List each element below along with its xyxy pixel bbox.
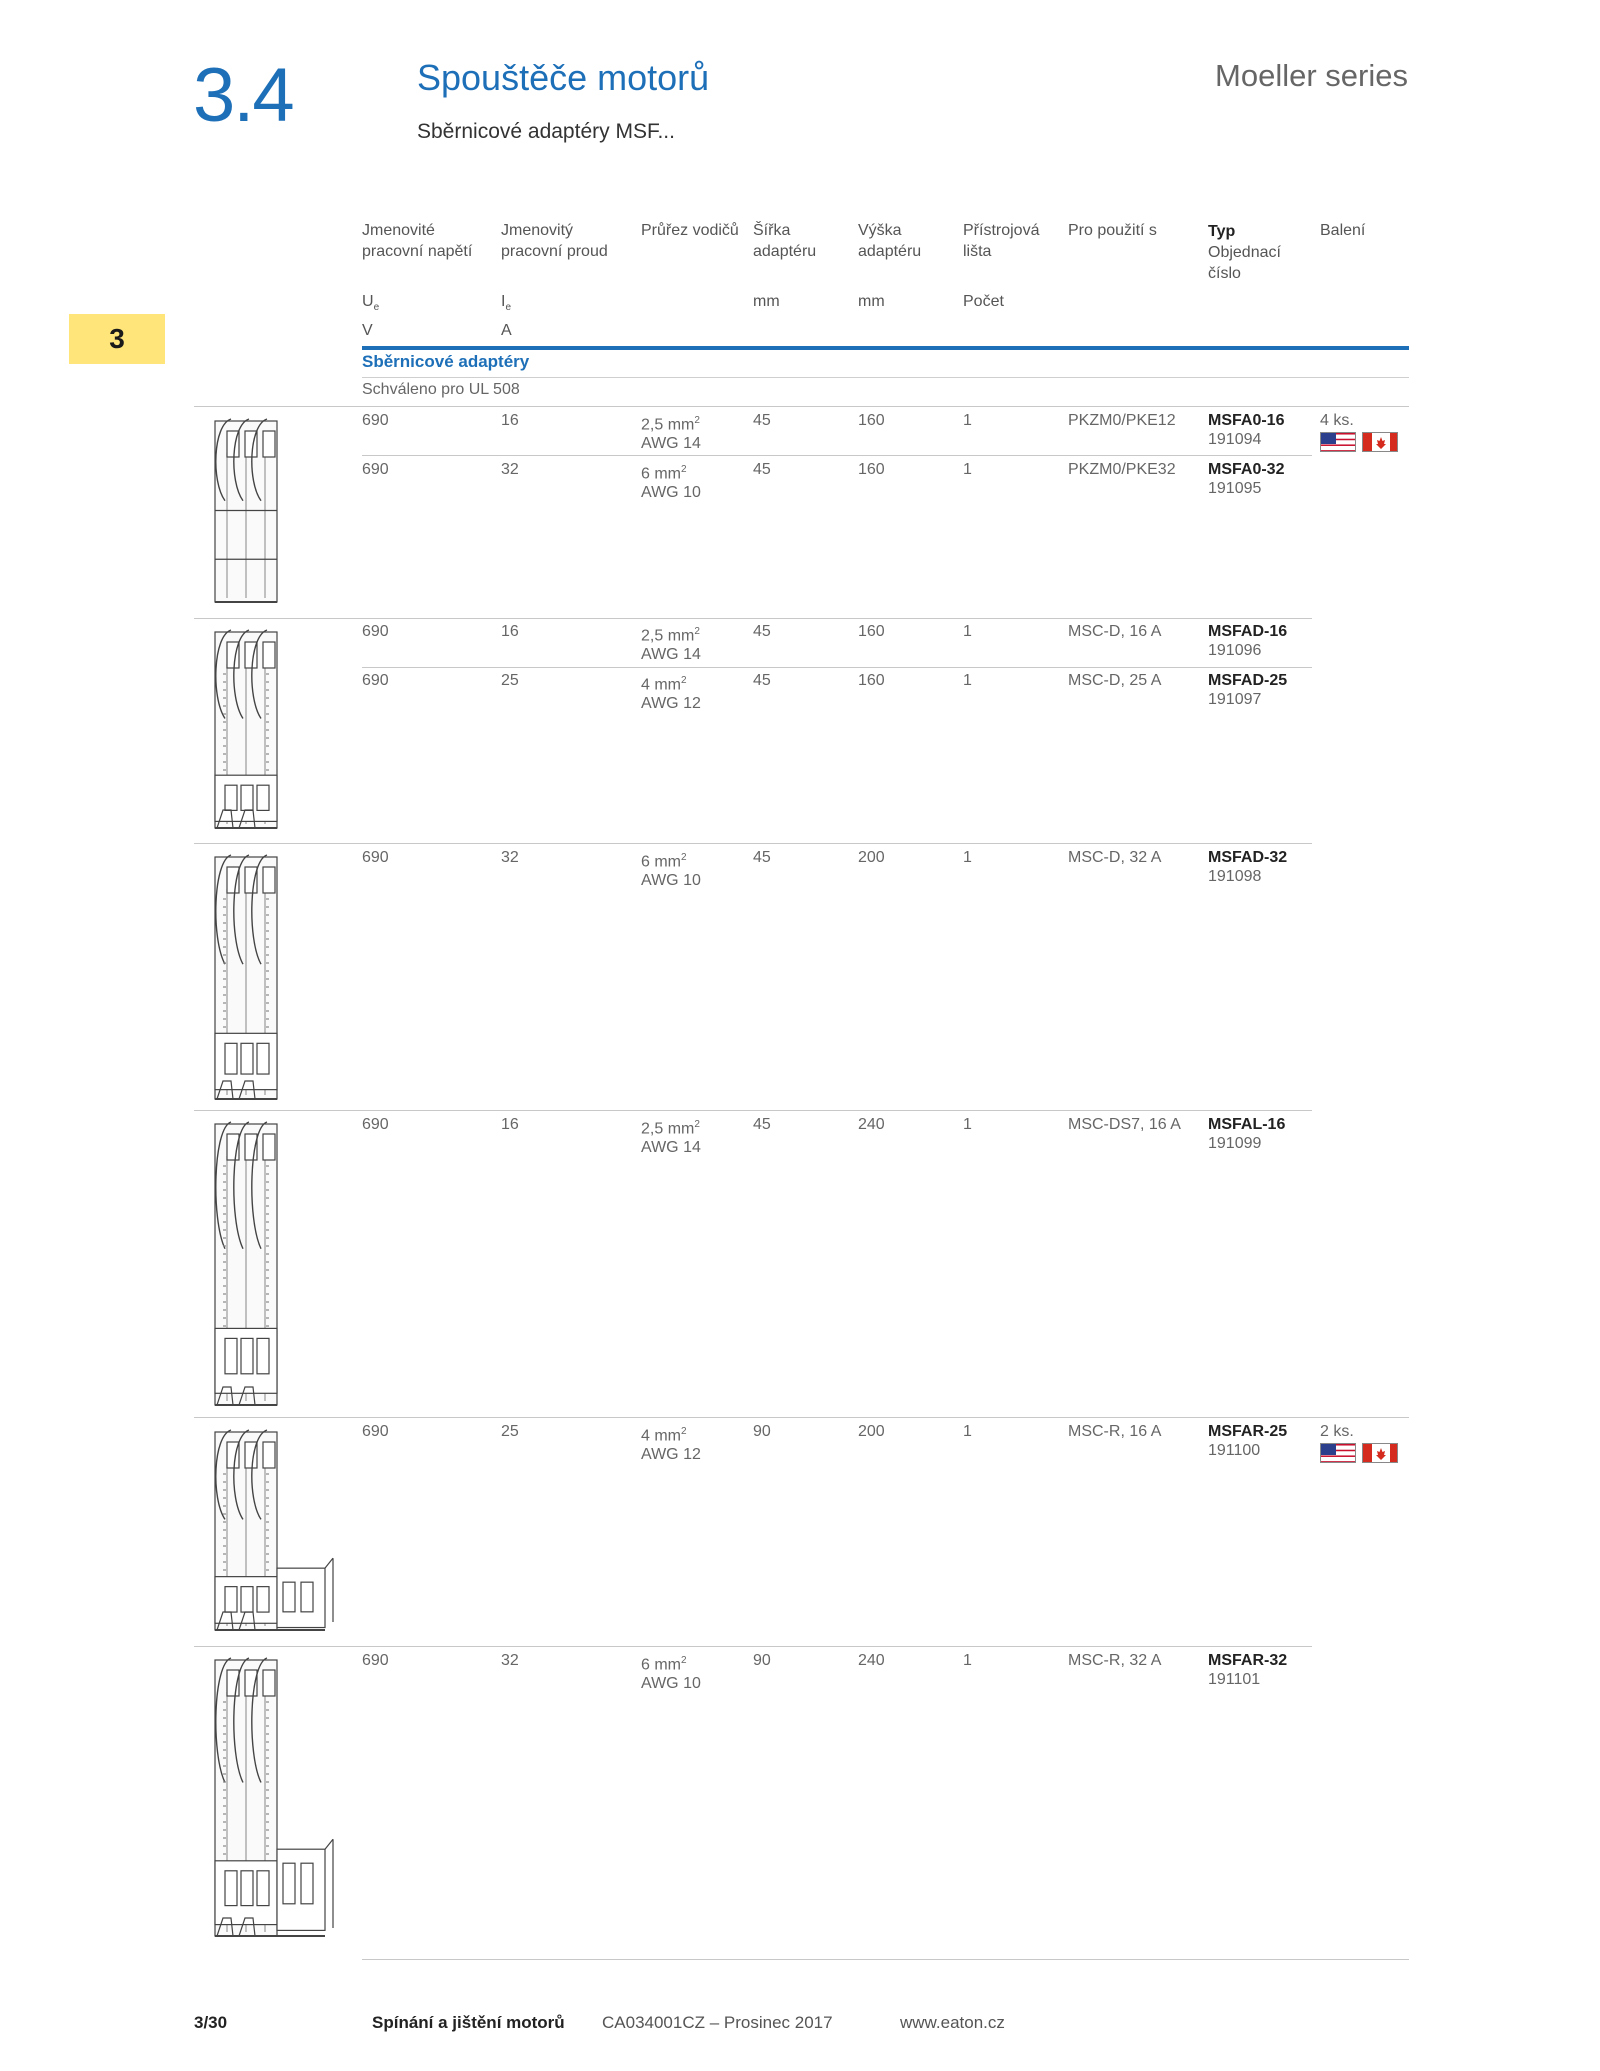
order-number[interactable]: 191095 (1208, 480, 1262, 497)
table-cell-rail: 1 (963, 672, 972, 689)
footer-catalog-title: Spínání a jištění motorů (372, 2013, 565, 2032)
table-cell-current: 16 (501, 1116, 519, 1133)
product-type[interactable]: MSFAR-25 (1208, 1423, 1288, 1440)
table-cell-current: 25 (501, 672, 519, 689)
awg-value: AWG 10 (641, 1675, 701, 1693)
table-cell-width: 45 (753, 1116, 771, 1133)
row-divider (194, 618, 1312, 619)
canada-flag-icon (1362, 1443, 1398, 1463)
table-cell-voltage: 690 (362, 412, 389, 429)
table-cell-rail: 1 (963, 849, 972, 866)
awg-value: AWG 12 (641, 695, 701, 713)
table-cell-width: 90 (753, 1423, 771, 1440)
table-cell-rail: 1 (963, 623, 972, 640)
product-type[interactable]: MSFAD-32 (1208, 849, 1288, 866)
col-header-use-with: Pro použití s (1068, 222, 1157, 239)
superscript: 2 (694, 626, 700, 637)
order-number[interactable]: 191098 (1208, 868, 1262, 885)
awg-value: AWG 14 (641, 646, 701, 664)
table-cell-current: 16 (501, 623, 519, 640)
table-cell-voltage: 690 (362, 623, 389, 640)
table-cell-current: 32 (501, 849, 519, 866)
awg-value: AWG 14 (641, 435, 701, 453)
table-cell-width: 45 (753, 849, 771, 866)
table-cell-rail: 1 (963, 461, 972, 478)
row-divider (194, 843, 1312, 844)
section-number: 3.4 (193, 53, 293, 138)
chapter-tab[interactable]: 3 (69, 314, 165, 364)
table-cell-rail: 1 (963, 1116, 972, 1133)
col-header-current: Jmenovitý pracovní proud (501, 222, 608, 260)
unit-rail: Počet (963, 293, 1004, 310)
table-cell-voltage: 690 (362, 849, 389, 866)
order-number[interactable]: 191099 (1208, 1135, 1262, 1152)
awg-value: AWG 14 (641, 1139, 701, 1157)
product-type[interactable]: MSFA0-16 (1208, 412, 1285, 429)
cross-section-value: 4 mm (641, 676, 681, 694)
table-cell-voltage: 690 (362, 1116, 389, 1133)
table-cell-height: 160 (858, 623, 885, 640)
row-divider (194, 1110, 1312, 1111)
bus-adapter-illustration (203, 1652, 343, 1947)
table-cell-voltage: 690 (362, 672, 389, 689)
row-divider (362, 455, 1312, 456)
table-cell-use-with: PKZM0/PKE12 (1068, 412, 1176, 429)
unit-voltage: V (362, 322, 373, 339)
table-cell-use-with: MSC-D, 32 A (1068, 849, 1162, 866)
table-cell-section (641, 848, 701, 890)
cross-section-value: 6 mm (641, 853, 681, 871)
table-cell-height: 200 (858, 849, 885, 866)
col-header-voltage: Jmenovité pracovní napětí (362, 222, 473, 260)
bus-adapter-illustration (203, 413, 293, 613)
superscript: 2 (681, 852, 687, 863)
table-cell-voltage: 690 (362, 461, 389, 478)
table-cell-section (641, 411, 701, 453)
table-bottom-rule (362, 1959, 1409, 1960)
table-cell-height: 240 (858, 1652, 885, 1669)
product-type[interactable]: MSFAL-16 (1208, 1116, 1286, 1133)
table-cell-width: 45 (753, 623, 771, 640)
table-cell-width: 45 (753, 412, 771, 429)
unit-voltage-symbol: $U_e$ (362, 293, 380, 314)
cross-section-value: 2,5 mm (641, 627, 695, 645)
table-cell-height: 160 (858, 672, 885, 689)
col-header-height: Výška adaptéru (858, 222, 922, 260)
table-cell-height: 200 (858, 1423, 885, 1440)
approval-flags (1320, 432, 1398, 452)
footer-website: www.eaton.cz (900, 2013, 1005, 2032)
table-cell-use-with: MSC-R, 16 A (1068, 1423, 1162, 1440)
order-number[interactable]: 191101 (1208, 1671, 1261, 1688)
product-type[interactable]: MSFAR-32 (1208, 1652, 1288, 1669)
page-subtitle: Sběrnicové adaptéry MSF... (417, 120, 675, 143)
row-divider (194, 1417, 1409, 1418)
bus-adapter-illustration (203, 1424, 343, 1641)
page-title: Spouštěče motorů (417, 57, 710, 98)
table-cell-use-with: PKZM0/PKE32 (1068, 461, 1176, 478)
order-number[interactable]: 191096 (1208, 642, 1262, 659)
product-type[interactable]: MSFAD-25 (1208, 672, 1288, 689)
bus-adapter-illustration (203, 849, 293, 1110)
unit-current-symbol: $I_e$ (501, 293, 512, 314)
header-rule (362, 346, 1409, 350)
table-cell-height: 160 (858, 461, 885, 478)
order-number[interactable]: 191094 (1208, 431, 1262, 448)
table-cell-voltage: 690 (362, 1652, 389, 1669)
product-type[interactable]: MSFA0-32 (1208, 461, 1285, 478)
cross-section-value: 6 mm (641, 1656, 681, 1674)
awg-value: AWG 12 (641, 1446, 701, 1464)
table-cell-height: 160 (858, 412, 885, 429)
order-number[interactable]: 191097 (1208, 691, 1262, 708)
col-header-rail: Přístrojová lišta (963, 222, 1040, 260)
superscript: 2 (681, 1426, 687, 1437)
awg-value: AWG 10 (641, 484, 701, 502)
unit-current: A (501, 322, 512, 339)
footer-page: 3/30 (194, 2013, 228, 2032)
col-header-type: Typ (1208, 223, 1236, 240)
table-cell-use-with: MSC-DS7, 16 A (1068, 1116, 1181, 1133)
approval-note: Schváleno pro UL 508 (362, 381, 520, 398)
table-cell-use-with: MSC-R, 32 A (1068, 1652, 1162, 1669)
product-type[interactable]: MSFAD-16 (1208, 623, 1288, 640)
superscript: 2 (681, 675, 687, 686)
table-cell-width: 45 (753, 672, 771, 689)
unit-height: mm (858, 293, 885, 310)
canada-flag-icon (1362, 432, 1398, 452)
bus-adapter-illustration (203, 624, 293, 839)
table-cell-section (641, 1422, 701, 1464)
footer-catalog-code: CA034001CZ – Prosinec 2017 (602, 2013, 833, 2032)
table-cell-current: 16 (501, 412, 519, 429)
col-header-cross-section: Průřez vodičů (641, 222, 739, 239)
table-cell-width: 45 (753, 461, 771, 478)
row-divider (194, 1646, 1312, 1647)
table-cell-rail: 1 (963, 1652, 972, 1669)
table-cell-use-with: MSC-D, 16 A (1068, 623, 1162, 640)
awg-value: AWG 10 (641, 872, 701, 890)
group-title: Sběrnicové adaptéry (362, 352, 530, 371)
table-cell-rail: 1 (963, 412, 972, 429)
group-rule (362, 377, 1409, 378)
cross-section-value: 2,5 mm (641, 1120, 695, 1138)
table-cell-section (641, 1115, 701, 1157)
cross-section-value: 6 mm (641, 465, 681, 483)
table-cell-current: 32 (501, 461, 519, 478)
unit-width: mm (753, 293, 780, 310)
table-cell-section (641, 622, 701, 664)
packaging-qty: 4 ks. (1320, 412, 1354, 429)
approval-flags (1320, 1443, 1398, 1463)
us-flag-icon (1320, 1443, 1356, 1463)
table-cell-section (641, 671, 701, 713)
col-header-order-no: Objednací číslo (1208, 244, 1281, 282)
table-cell-height: 240 (858, 1116, 885, 1133)
table-cell-use-with: MSC-D, 25 A (1068, 672, 1162, 689)
series-label: Moeller series (1215, 58, 1408, 93)
cross-section-value: 2,5 mm (641, 416, 695, 434)
table-cell-section (641, 1651, 701, 1693)
table-cell-current: 32 (501, 1652, 519, 1669)
table-cell-rail: 1 (963, 1423, 972, 1440)
bus-adapter-illustration (203, 1116, 293, 1416)
table-cell-section (641, 460, 701, 502)
superscript: 2 (694, 1119, 700, 1130)
table-cell-voltage: 690 (362, 1423, 389, 1440)
us-flag-icon (1320, 432, 1356, 452)
col-header-packaging: Balení (1320, 222, 1366, 239)
cross-section-value: 4 mm (641, 1427, 681, 1445)
superscript: 2 (681, 464, 687, 475)
packaging-qty: 2 ks. (1320, 1423, 1354, 1440)
table-cell-current: 25 (501, 1423, 519, 1440)
row-divider (362, 667, 1312, 668)
col-header-width: Šířka adaptéru (753, 222, 817, 260)
row-divider (194, 406, 1409, 407)
superscript: 2 (694, 415, 700, 426)
superscript: 2 (681, 1655, 687, 1666)
table-cell-width: 90 (753, 1652, 771, 1669)
order-number[interactable]: 191100 (1208, 1442, 1261, 1459)
